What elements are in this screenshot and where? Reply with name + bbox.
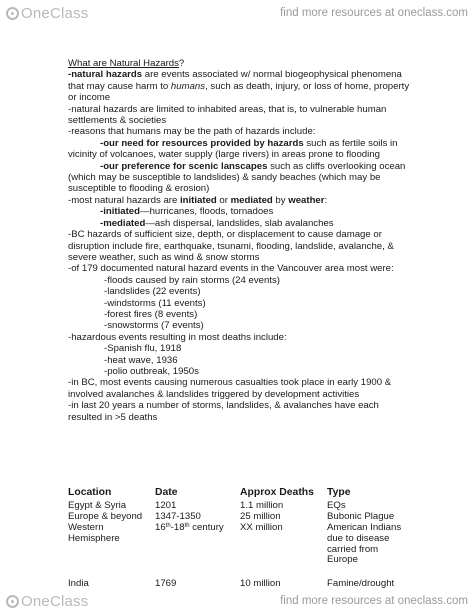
table-cell: 16th-18th century — [155, 522, 224, 533]
table-cell: Egypt & Syria — [68, 500, 127, 511]
table-cell: 1769 — [155, 578, 177, 589]
doc-line: that may cause harm to humans, such as death, injury, or loss of home, property — [68, 80, 410, 92]
doc-line: vicinity of volcanoes, water supply (large rivers) in areas prone to flooding — [68, 149, 380, 161]
doc-line: severe weather, such as wind & snow storms — [68, 251, 260, 263]
doc-line: -our preference for scenic lanscapes such as cliffs overlooking ocean — [100, 160, 406, 172]
column-header: Approx Deaths — [240, 487, 314, 498]
oneclass-logo-icon — [6, 7, 19, 20]
column-header: Type — [327, 487, 351, 498]
table-cell: Bubonic Plague — [327, 511, 395, 522]
doc-line: susceptible to flooding & erosion) — [68, 183, 210, 195]
doc-line: -mediated—ash dispersal, landslides, slab avalanches — [100, 217, 334, 229]
doc-line: -BC hazards of sufficient size, depth, or displacement to cause damage or — [68, 229, 382, 241]
logo-text: OneClass — [21, 592, 89, 610]
doc-line: -our need for resources provided by hazards such as fertile soils in — [100, 137, 398, 149]
bottom-footer-bar — [0, 589, 474, 613]
doc-line: -Spanish flu, 1918 — [104, 343, 182, 355]
table-cell: 10 million — [240, 578, 281, 589]
doc-line: -landslides (22 events) — [104, 286, 201, 298]
column-header: Location — [68, 487, 112, 498]
doc-line: or income — [68, 92, 111, 104]
table-cell: 1201 — [155, 500, 177, 511]
table-cell: EQs — [327, 500, 346, 511]
doc-line: -reasons that humans may be the path of hazards include: — [68, 126, 316, 138]
table-cell: American Indians due to disease carried from Europe — [327, 522, 402, 566]
table-cell: 1347-1350 — [155, 511, 201, 522]
document-body — [68, 58, 468, 423]
doc-line: -hazardous events resulting in most deaths include: — [68, 331, 287, 343]
table-cell: India — [68, 578, 89, 589]
table-row — [68, 523, 468, 579]
doc-line: -forest fires (8 events) — [104, 308, 198, 320]
footer-tagline-link[interactable]: find more resources at oneclass.com — [280, 595, 468, 607]
doc-line: (which may be susceptible to landslides) & sandy beaches (which may be — [68, 172, 381, 184]
doc-line: involved avalanches & landslides triggered by development activities — [68, 388, 360, 400]
table-cell: Europe & beyond — [68, 511, 143, 522]
doc-line: -natural hazards are events associated w/ normal biogeophysical phenomena — [68, 69, 402, 81]
doc-line: -in BC, most events causing numerous casualties took place in early 1900 & — [68, 377, 392, 389]
oneclass-logo[interactable] — [6, 5, 88, 22]
doc-line: -most natural hazards are initiated or mediated by weather: — [68, 194, 328, 206]
doc-line: -snowstorms (7 events) — [104, 320, 204, 332]
doc-line: -floods caused by rain storms (24 events) — [104, 274, 280, 286]
doc-line: -polio outbreak, 1950s — [104, 365, 199, 377]
doc-line: disruption include fire, earthquake, tsunami, flooding, landslide, avalanche, & — [68, 240, 394, 252]
table-cell: 25 million — [240, 511, 281, 522]
oneclass-logo-icon — [6, 595, 19, 608]
logo-text: OneClass — [21, 4, 89, 22]
table-cell: Western Hemisphere — [68, 522, 120, 544]
doc-line: -windstorms (11 events) — [104, 297, 206, 309]
deaths-table — [68, 488, 468, 590]
top-header-bar — [0, 0, 474, 26]
table-cell: XX million — [240, 522, 283, 533]
header-tagline-link[interactable]: find more resources at oneclass.com — [280, 7, 468, 19]
doc-line: -initiated—hurricanes, floods, tornadoes — [100, 206, 274, 218]
doc-line: -of 179 documented natural hazard events in the Vancouver area most were: — [68, 263, 394, 275]
table-cell: 1.1 million — [240, 500, 284, 511]
doc-title: What are Natural Hazards? — [68, 58, 185, 69]
table-cell: Famine/drought — [327, 578, 395, 589]
oneclass-logo[interactable] — [6, 593, 88, 610]
doc-line: settlements & societies — [68, 115, 167, 127]
doc-line: resulted in >5 deaths — [68, 411, 158, 423]
column-header: Date — [155, 487, 178, 498]
doc-line: -heat wave, 1936 — [104, 354, 178, 366]
doc-line: -natural hazards are limited to inhabited areas, that is, to vulnerable human — [68, 103, 387, 115]
doc-line: -in last 20 years a number of storms, landslides, & avalanches have each — [68, 400, 379, 412]
